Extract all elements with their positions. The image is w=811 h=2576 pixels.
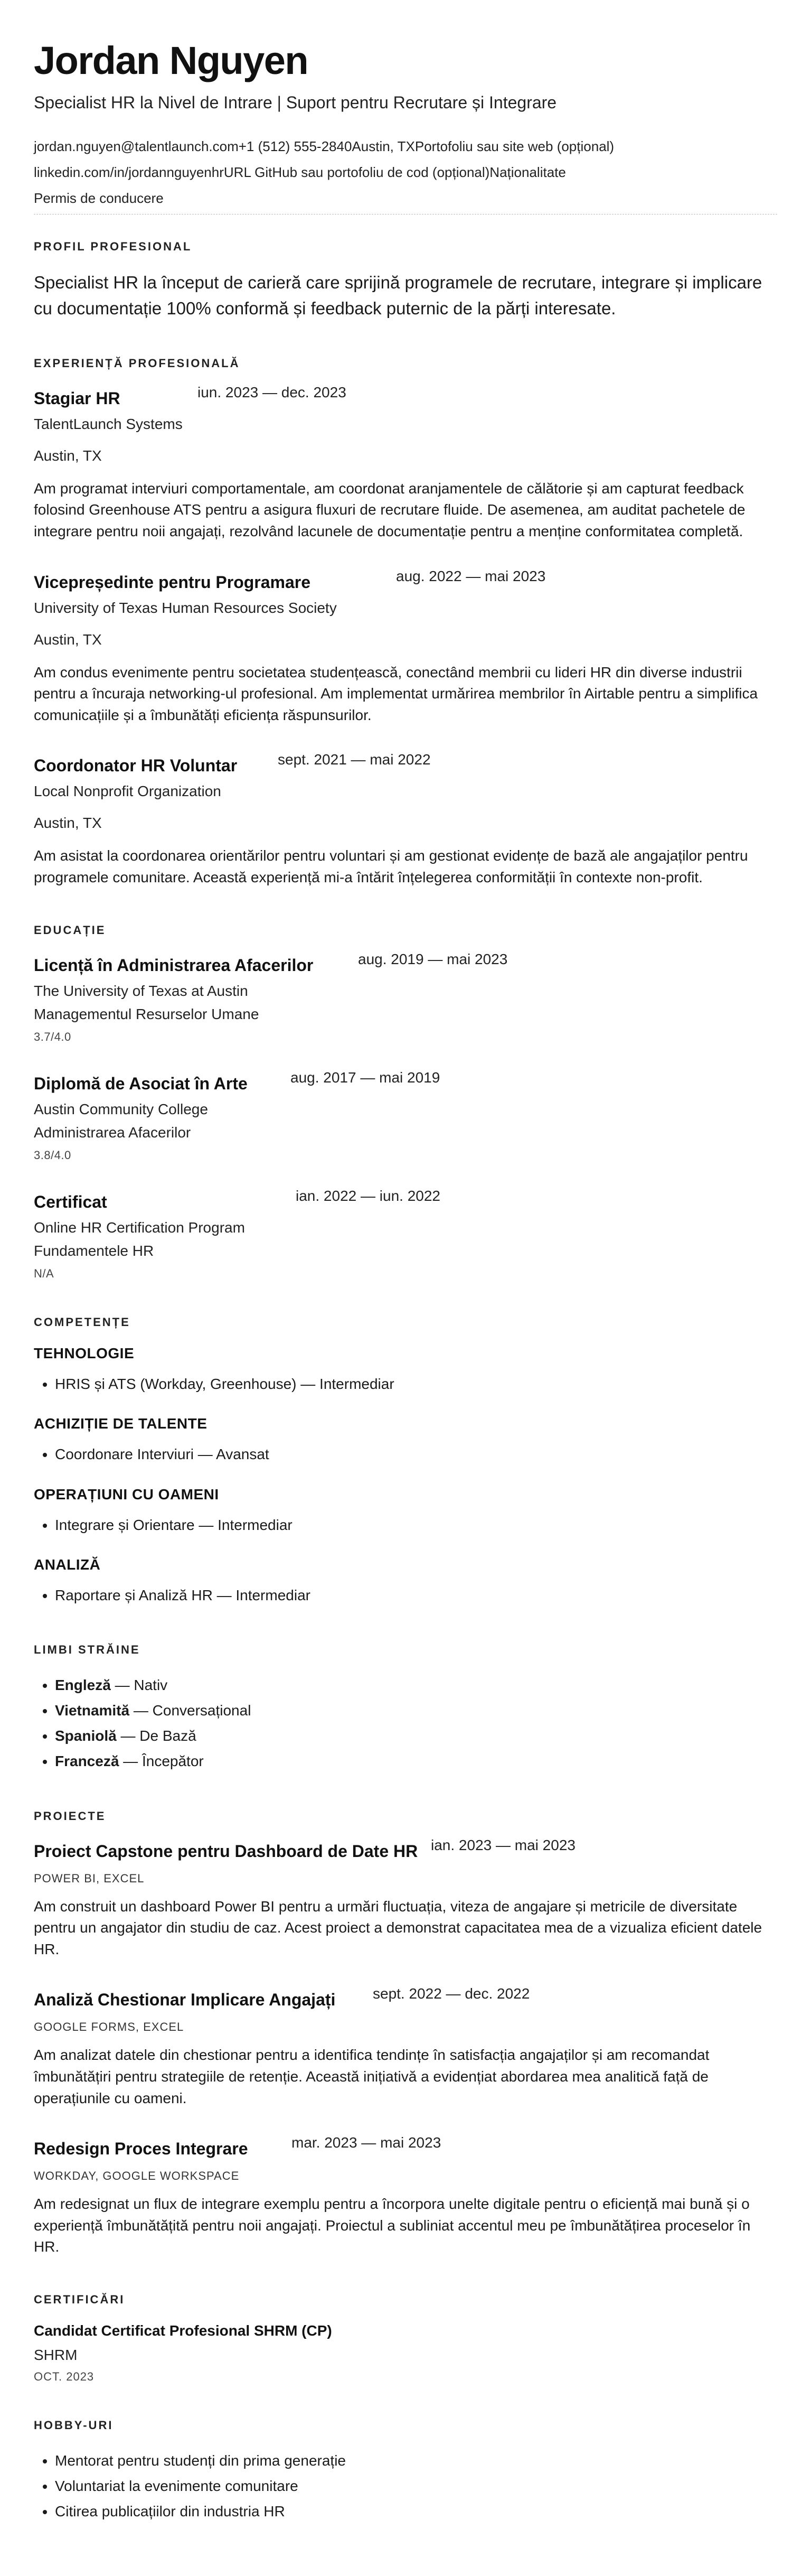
experience-entry: [34, 386, 777, 543]
section-title: EDUCAȚIE: [34, 923, 106, 937]
project-tech: WORKDAY, GOOGLE WORKSPACE: [34, 2169, 240, 2183]
certification-issuer: SHRM: [34, 2346, 78, 2363]
field-of-study: Fundamentele HR: [34, 1242, 154, 1259]
hobby-item: • Voluntariat la evenimente comunitare: [55, 2474, 777, 2499]
section-title: HOBBY-URI: [34, 2418, 114, 2432]
job-title: Stagiar HR: [34, 388, 120, 408]
school: Austin Community College: [34, 1100, 208, 1117]
contact-line-2: linkedin.com/in/jordannguyenhrURL GitHub sau portofoliu de cod (opțional)Naționalitate: [34, 164, 566, 181]
languages-section: [34, 1643, 777, 1775]
education-dates: aug. 2017 — mai 2019: [290, 1069, 440, 1086]
project-description: Am redesignat un flux de integrare exemplu pentru a încorpora unelte digitale pentru o eficiență mai bună și o experiență îmbunătățită pentru noii angajați. Proiectul a subliniat accentul meu pe îmbunătățirea proceselor în HR.: [34, 2196, 751, 2255]
certification-name: Candidat Certificat Profesional SHRM (CP): [34, 2322, 332, 2339]
job-title: Coordonator HR Voluntar: [34, 756, 238, 776]
skill-group: [34, 1486, 777, 1538]
project-dates: mar. 2023 — mai 2023: [291, 2134, 441, 2151]
skill-item: • Integrare și Orientare — Intermediar: [55, 1513, 777, 1538]
project-name: Proiect Capstone pentru Dashboard de Date HR: [34, 1841, 418, 1861]
job-dates: iun. 2023 — dec. 2023: [197, 384, 346, 400]
language-level: — Începător: [119, 1753, 204, 1770]
hobby-item: • Mentorat pentru studenți din prima generație: [55, 2448, 777, 2474]
school: The University of Texas at Austin: [34, 982, 248, 999]
gpa: 3.7/4.0: [34, 1030, 71, 1043]
skill-group-title: TEHNOLOGIE: [34, 1345, 135, 1361]
projects-section: [34, 1809, 777, 2258]
job-title: Vicepreședinte pentru Programare: [34, 572, 311, 592]
education-entry: [34, 1071, 777, 1162]
language-item: [55, 1723, 777, 1749]
degree-title: Licență în Administrarea Afacerilor: [34, 955, 314, 975]
field-of-study: Administrarea Afacerilor: [34, 1124, 191, 1141]
hobby-item: • Citirea publicațiilor din industria HR: [55, 2499, 777, 2524]
location: Austin, TX: [34, 631, 102, 648]
skills-section: [34, 1315, 777, 1608]
company: University of Texas Human Resources Society: [34, 599, 337, 616]
field-of-study: Managementul Resurselor Umane: [34, 1005, 259, 1022]
section-title: LIMBI STRĂINE: [34, 1642, 140, 1656]
gpa: 3.8/4.0: [34, 1148, 71, 1162]
certifications-section: [34, 2293, 777, 2384]
degree-title: Certificat: [34, 1192, 107, 1211]
contact-line-1: jordan.nguyen@talentlaunch.com+1 (512) 555-2840Austin, TXPortofoliu sau site web (opțional): [34, 138, 615, 154]
job-description: Am asistat la coordonarea orientărilor pentru voluntari și am gestionat evidențe de bază ale angajaților pentru programele comunitare. Această experiență mi-a întărit înțelegerea conformității în contexte non-profit.: [34, 847, 748, 886]
section-title: EXPERIENȚĂ PROFESIONALĂ: [34, 356, 240, 370]
section-title: COMPETENȚE: [34, 1315, 130, 1329]
job-dates: aug. 2022 — mai 2023: [396, 567, 546, 584]
project-entry: [34, 1987, 777, 2109]
job-dates: sept. 2021 — mai 2022: [278, 751, 431, 768]
candidate-name: Jordan Nguyen: [34, 39, 308, 82]
skill-group: [34, 1415, 777, 1467]
gpa: N/A: [34, 1266, 54, 1280]
summary-text: Specialist HR la început de carieră care sprijină programele de recrutare, integrare și implicare cu documentație 100% conformă și feedback puternic de la părți interesate.: [34, 272, 762, 319]
headline: Specialist HR la Nivel de Intrare | Suport pentru Recrutare și Integrare: [34, 92, 557, 112]
education-entry: [34, 1187, 777, 1281]
job-description: Am programat interviuri comportamentale, am coordonat aranjamentele de călătorie și am capturat feedback folosind Greenhouse ATS pentru a asigura fluxuri de recrutare fluide. De asemenea, am auditat pachetele de integrare pentru noii angajați, rezolvând lacunele de documentație pentru a menține conformitatea completă.: [34, 480, 746, 540]
hobbies-section: [34, 2419, 777, 2524]
education-dates: aug. 2019 — mai 2023: [358, 950, 508, 967]
skill-group-title: OPERAȚIUNI CU OAMENI: [34, 1486, 219, 1502]
resume-header: [34, 40, 777, 214]
skill-group: [34, 1345, 777, 1397]
hobby-list: [34, 2448, 777, 2524]
contact-line-3: Permis de conducere: [34, 190, 164, 207]
job-description: Am condus evenimente pentru societatea studențească, conectând membrii cu lideri HR din diverse industrii pentru a încuraja networking-ul profesional. Am implementat urmărirea membrilor în Airtable pentru a simplifica comunicațiile și a îmbunătăți eficiența răspunsurilor.: [34, 664, 758, 723]
experience-entry: [34, 753, 777, 888]
skill-item: • HRIS și ATS (Workday, Greenhouse) — Intermediar: [55, 1371, 777, 1397]
location: Austin, TX: [34, 815, 102, 832]
project-entry: [34, 2136, 777, 2258]
language-name: Spaniolă: [55, 1728, 117, 1744]
education-dates: ian. 2022 — iun. 2022: [296, 1187, 440, 1204]
experience-section: [34, 357, 777, 889]
skill-group: [34, 1556, 777, 1608]
project-dates: ian. 2023 — mai 2023: [431, 1836, 576, 1853]
summary-section: [34, 240, 777, 322]
language-item: [55, 1673, 777, 1698]
skill-item: • Coordonare Interviuri — Avansat: [55, 1442, 777, 1467]
experience-entry: [34, 567, 777, 726]
skill-item: • Raportare și Analiză HR — Intermediar: [55, 1583, 777, 1608]
language-level: — Nativ: [110, 1676, 168, 1693]
language-list: [34, 1673, 777, 1775]
project-dates: sept. 2022 — dec. 2022: [373, 1985, 530, 2002]
project-name: Analiză Chestionar Implicare Angajați: [34, 1990, 336, 2010]
project-description: Am analizat datele din chestionar pentru a identifica tendințe în satisfacția angajaților și am recomandat îmbunătățiri pentru strategiile de retenție. Această inițiativă a evidențiat abordarea mea analitică față de operațiunile cu oameni.: [34, 2047, 710, 2106]
language-item: [55, 1749, 777, 1774]
language-item: [55, 1698, 777, 1723]
skill-group-title: ACHIZIȚIE DE TALENTE: [34, 1415, 208, 1432]
project-entry: [34, 1836, 777, 1961]
section-title: PROIECTE: [34, 1809, 106, 1823]
degree-title: Diplomă de Asociat în Arte: [34, 1074, 248, 1093]
language-name: Engleză: [55, 1676, 111, 1693]
project-tech: POWER BI, EXCEL: [34, 1871, 145, 1885]
language-name: Vietnamită: [55, 1702, 130, 1719]
education-section: [34, 923, 777, 1281]
language-level: — De Bază: [116, 1728, 196, 1744]
language-name: Franceză: [55, 1753, 119, 1770]
project-name: Redesign Proces Integrare: [34, 2139, 248, 2159]
contact-info: [34, 134, 777, 212]
school: Online HR Certification Program: [34, 1219, 245, 1236]
skill-group-title: ANALIZĂ: [34, 1556, 101, 1573]
project-description: Am construit un dashboard Power BI pentru a urmări fluctuația, viteza de angajare și metricile de diversitate pentru un angajator din studiu de caz. Acest proiect a demonstrat capacitatea mea de a vizualiza eficient datele HR.: [34, 1898, 762, 1957]
section-title: PROFIL PROFESIONAL: [34, 239, 192, 253]
certification-date: OCT. 2023: [34, 2369, 95, 2383]
location: Austin, TX: [34, 447, 102, 464]
project-tech: GOOGLE FORMS, EXCEL: [34, 2020, 184, 2034]
section-title: CERTIFICĂRI: [34, 2292, 125, 2306]
company: Local Nonprofit Organization: [34, 783, 221, 800]
company: TalentLaunch Systems: [34, 415, 183, 432]
language-level: — Conversațional: [129, 1702, 251, 1719]
education-entry: [34, 950, 777, 1044]
